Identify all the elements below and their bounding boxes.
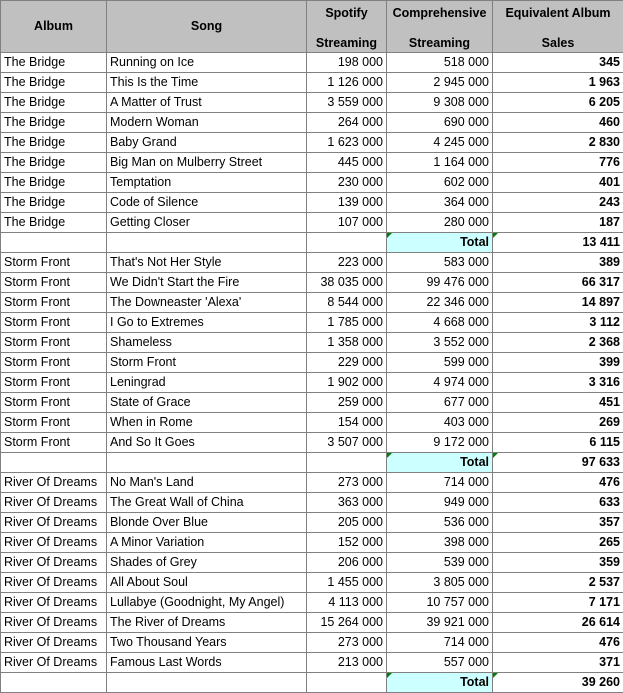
comprehensive-cell: 3 552 000 [387,333,493,353]
eas-cell: 2 537 [493,573,623,593]
eas-cell: 7 171 [493,593,623,613]
comprehensive-cell: 949 000 [387,493,493,513]
comprehensive-cell: 10 757 000 [387,593,493,613]
spotify-cell: 213 000 [307,653,387,673]
song-cell: When in Rome [107,413,307,433]
album-cell: River Of Dreams [1,573,107,593]
empty-cell [107,233,307,253]
table-row [1,613,623,633]
table-row [1,373,623,393]
album-cell: Storm Front [1,433,107,453]
comprehensive-cell: 536 000 [387,513,493,533]
song-cell: Baby Grand [107,133,307,153]
table-row [1,553,623,573]
empty-cell [107,453,307,473]
song-cell: Temptation [107,173,307,193]
total-value: 97 633 [493,453,623,473]
comprehensive-cell: 714 000 [387,633,493,653]
total-label: Total [387,233,493,253]
album-cell: Storm Front [1,293,107,313]
empty-cell [1,453,107,473]
comprehensive-cell: 280 000 [387,213,493,233]
album-cell: The Bridge [1,53,107,73]
table-row [1,173,623,193]
eas-cell: 359 [493,553,623,573]
total-row [1,453,623,473]
comprehensive-cell: 583 000 [387,253,493,273]
total-value: 13 411 [493,233,623,253]
eas-cell: 187 [493,213,623,233]
spotify-cell: 230 000 [307,173,387,193]
comprehensive-cell: 539 000 [387,553,493,573]
song-cell: Big Man on Mulberry Street [107,153,307,173]
spotify-cell: 273 000 [307,633,387,653]
table-row [1,493,623,513]
header-eas-line1: Equivalent Album [495,2,621,28]
comprehensive-cell: 714 000 [387,473,493,493]
song-cell: Storm Front [107,353,307,373]
eas-cell: 6 115 [493,433,623,453]
spotify-cell: 259 000 [307,393,387,413]
table-row [1,213,623,233]
header-eas-line2: Sales [495,28,621,52]
eas-cell: 265 [493,533,623,553]
song-cell: Famous Last Words [107,653,307,673]
album-cell: The Bridge [1,73,107,93]
album-cell: The Bridge [1,93,107,113]
comprehensive-cell: 2 945 000 [387,73,493,93]
table-row [1,353,623,373]
eas-cell: 451 [493,393,623,413]
table-row [1,593,623,613]
table-row [1,473,623,493]
album-cell: River Of Dreams [1,533,107,553]
spotify-cell: 206 000 [307,553,387,573]
song-cell: Leningrad [107,373,307,393]
song-cell: Shades of Grey [107,553,307,573]
comprehensive-cell: 4 974 000 [387,373,493,393]
spotify-cell: 3 559 000 [307,93,387,113]
song-cell: State of Grace [107,393,307,413]
album-cell: The Bridge [1,133,107,153]
eas-cell: 66 317 [493,273,623,293]
eas-cell: 2 368 [493,333,623,353]
comprehensive-cell: 518 000 [387,53,493,73]
header-spotify [307,1,387,53]
spotify-cell: 107 000 [307,213,387,233]
comprehensive-cell: 690 000 [387,113,493,133]
comprehensive-cell: 557 000 [387,653,493,673]
album-cell: Storm Front [1,353,107,373]
table-row [1,253,623,273]
total-row [1,233,623,253]
comprehensive-cell: 4 245 000 [387,133,493,153]
eas-cell: 357 [493,513,623,533]
album-cell: Storm Front [1,373,107,393]
header-eas [493,1,623,53]
comprehensive-cell: 602 000 [387,173,493,193]
table-row [1,393,623,413]
eas-cell: 776 [493,153,623,173]
song-cell: Code of Silence [107,193,307,213]
table-row [1,533,623,553]
eas-cell: 633 [493,493,623,513]
comprehensive-cell: 9 172 000 [387,433,493,453]
eas-cell: 3 112 [493,313,623,333]
song-cell: No Man's Land [107,473,307,493]
spotify-cell: 154 000 [307,413,387,433]
table-row [1,413,623,433]
table-row [1,653,623,673]
table-row [1,513,623,533]
table-row [1,293,623,313]
table-body [1,53,623,693]
spotify-cell: 3 507 000 [307,433,387,453]
spotify-cell: 205 000 [307,513,387,533]
album-cell: River Of Dreams [1,653,107,673]
eas-cell: 26 614 [493,613,623,633]
eas-cell: 345 [493,53,623,73]
eas-cell: 2 830 [493,133,623,153]
eas-cell: 389 [493,253,623,273]
spotify-cell: 223 000 [307,253,387,273]
table-row [1,633,623,653]
table-row [1,433,623,453]
header-row [1,1,623,53]
eas-cell: 269 [493,413,623,433]
table-row [1,193,623,213]
song-cell: A Minor Variation [107,533,307,553]
empty-cell [307,233,387,253]
empty-cell [307,673,387,693]
album-cell: The Bridge [1,173,107,193]
header-comprehensive [387,1,493,53]
spotify-cell: 4 113 000 [307,593,387,613]
header-comprehensive-line1: Comprehensive [389,2,490,28]
table-row [1,153,623,173]
table-row [1,573,623,593]
table-row [1,113,623,133]
song-cell: The Downeaster 'Alexa' [107,293,307,313]
eas-cell: 3 316 [493,373,623,393]
album-cell: Storm Front [1,313,107,333]
song-cell: We Didn't Start the Fire [107,273,307,293]
album-cell: The Bridge [1,213,107,233]
comprehensive-cell: 403 000 [387,413,493,433]
song-cell: All About Soul [107,573,307,593]
eas-cell: 14 897 [493,293,623,313]
total-row [1,673,623,693]
spotify-cell: 363 000 [307,493,387,513]
album-cell: Storm Front [1,273,107,293]
eas-cell: 401 [493,173,623,193]
empty-cell [307,453,387,473]
spotify-cell: 38 035 000 [307,273,387,293]
table-row [1,73,623,93]
spotify-cell: 1 358 000 [307,333,387,353]
spotify-cell: 198 000 [307,53,387,73]
comprehensive-cell: 39 921 000 [387,613,493,633]
album-cell: River Of Dreams [1,513,107,533]
song-cell: And So It Goes [107,433,307,453]
comprehensive-cell: 364 000 [387,193,493,213]
spotify-cell: 8 544 000 [307,293,387,313]
table-row [1,93,623,113]
spotify-cell: 445 000 [307,153,387,173]
header-song: Song [107,1,307,53]
comprehensive-cell: 22 346 000 [387,293,493,313]
album-cell: The Bridge [1,193,107,213]
album-cell: River Of Dreams [1,613,107,633]
song-cell: Running on Ice [107,53,307,73]
eas-cell: 460 [493,113,623,133]
song-cell: A Matter of Trust [107,93,307,113]
album-cell: Storm Front [1,253,107,273]
album-cell: The Bridge [1,153,107,173]
comprehensive-cell: 9 308 000 [387,93,493,113]
comprehensive-cell: 3 805 000 [387,573,493,593]
album-cell: River Of Dreams [1,633,107,653]
album-cell: Storm Front [1,393,107,413]
song-cell: This Is the Time [107,73,307,93]
song-cell: Getting Closer [107,213,307,233]
comprehensive-cell: 599 000 [387,353,493,373]
eas-cell: 243 [493,193,623,213]
spotify-cell: 1 785 000 [307,313,387,333]
song-cell: I Go to Extremes [107,313,307,333]
header-spotify-line1: Spotify [309,2,384,28]
total-label: Total [387,453,493,473]
spotify-cell: 273 000 [307,473,387,493]
empty-cell [1,673,107,693]
header-album: Album [1,1,107,53]
header-spotify-line2: Streaming [309,28,384,52]
eas-cell: 6 205 [493,93,623,113]
song-cell: The River of Dreams [107,613,307,633]
total-label: Total [387,673,493,693]
table-row [1,53,623,73]
table-row [1,313,623,333]
album-cell: Storm Front [1,413,107,433]
table-row [1,273,623,293]
eas-cell: 476 [493,633,623,653]
comprehensive-cell: 4 668 000 [387,313,493,333]
empty-cell [107,673,307,693]
spotify-cell: 1 623 000 [307,133,387,153]
eas-cell: 1 963 [493,73,623,93]
header-comprehensive-line2: Streaming [389,28,490,52]
table-row [1,133,623,153]
eas-cell: 476 [493,473,623,493]
comprehensive-cell: 1 164 000 [387,153,493,173]
song-cell: That's Not Her Style [107,253,307,273]
spotify-cell: 15 264 000 [307,613,387,633]
song-cell: Modern Woman [107,113,307,133]
song-cell: Blonde Over Blue [107,513,307,533]
comprehensive-cell: 398 000 [387,533,493,553]
comprehensive-cell: 99 476 000 [387,273,493,293]
song-cell: Lullabye (Goodnight, My Angel) [107,593,307,613]
table-row [1,333,623,353]
spotify-cell: 229 000 [307,353,387,373]
empty-cell [1,233,107,253]
spotify-cell: 139 000 [307,193,387,213]
total-value: 39 260 [493,673,623,693]
song-cell: The Great Wall of China [107,493,307,513]
album-cell: River Of Dreams [1,473,107,493]
spotify-cell: 1 126 000 [307,73,387,93]
album-cell: River Of Dreams [1,593,107,613]
song-cell: Shameless [107,333,307,353]
album-cell: River Of Dreams [1,553,107,573]
eas-cell: 399 [493,353,623,373]
spotify-cell: 1 902 000 [307,373,387,393]
spotify-cell: 1 455 000 [307,573,387,593]
comprehensive-cell: 677 000 [387,393,493,413]
album-cell: Storm Front [1,333,107,353]
spotify-cell: 152 000 [307,533,387,553]
eas-cell: 371 [493,653,623,673]
spotify-cell: 264 000 [307,113,387,133]
album-cell: River Of Dreams [1,493,107,513]
album-cell: The Bridge [1,113,107,133]
song-cell: Two Thousand Years [107,633,307,653]
